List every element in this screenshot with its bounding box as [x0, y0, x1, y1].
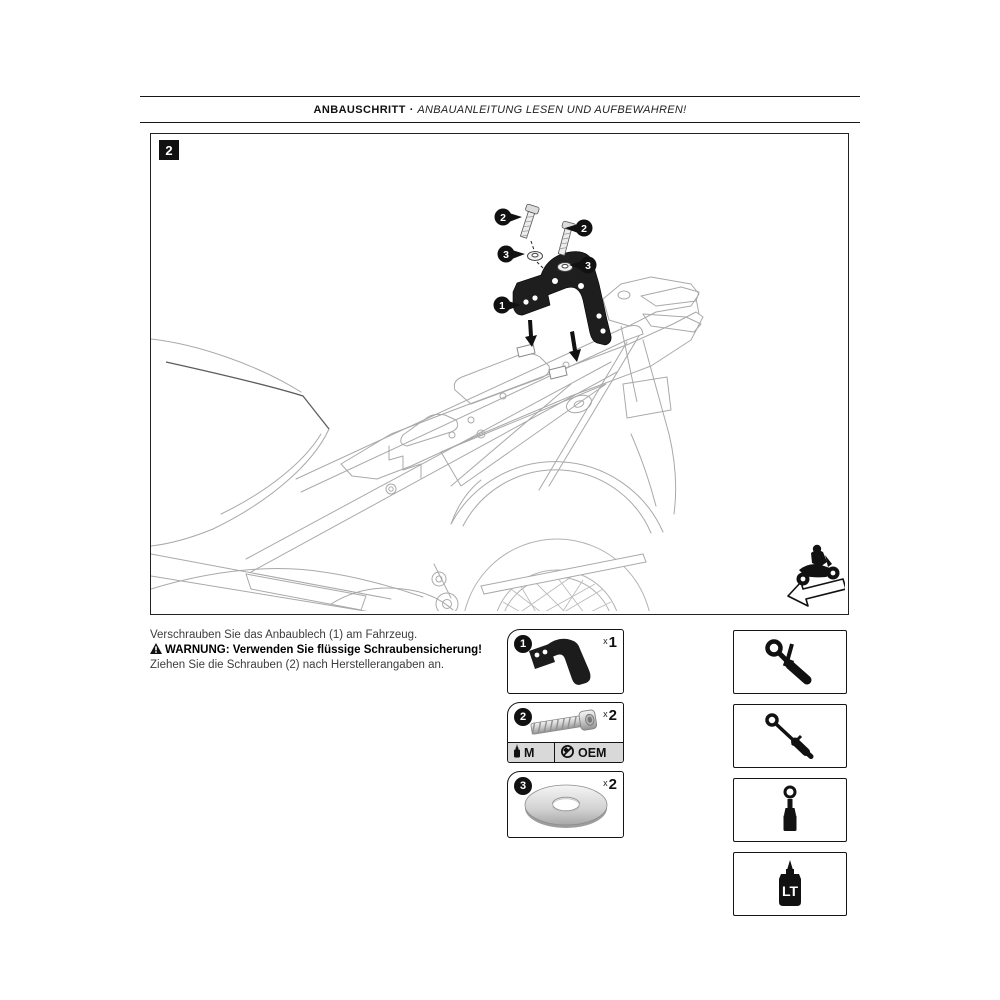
screw-spec-bar — [508, 742, 623, 762]
part-box-washer — [507, 771, 624, 838]
oem-torque-spec — [555, 743, 611, 762]
warning-text: WARNUNG: Verwenden Sie flüssige Schraubensicherung! — [165, 644, 482, 656]
threadlocker-bottle-icon — [759, 858, 821, 910]
warning-triangle-icon — [150, 643, 162, 659]
header-title: ANBAUSCHRITT — [313, 104, 406, 116]
socket-bit-icon — [759, 784, 821, 836]
instruction-line-2: Ziehen Sie die Schrauben (2) nach Herstellerangaben an. — [150, 659, 445, 671]
part-box-screw — [507, 702, 624, 763]
page-header — [140, 96, 860, 123]
svg-text:2: 2 — [500, 212, 506, 224]
instruction-text-block — [150, 628, 500, 673]
insert-arrows — [525, 320, 581, 362]
tool-box-wrench-screwdriver — [733, 630, 847, 694]
required-tools-list — [733, 630, 847, 926]
header-separator: · — [409, 104, 414, 116]
part-3-badge: 3 — [514, 777, 532, 795]
step-number-badge: 2 — [159, 140, 179, 160]
side-rail — [481, 554, 646, 594]
threadlocker-bottle-icon — [513, 744, 521, 761]
parts-list — [507, 629, 624, 846]
tool-box-threadlocker — [733, 852, 847, 916]
tool-box-socket — [733, 778, 847, 842]
step-figure-frame — [150, 133, 849, 615]
threadlocker-spec — [508, 743, 555, 762]
bodywork-edge — [166, 362, 329, 429]
tool-box-torque-wrench — [733, 704, 847, 768]
instruction-line-1: Verschrauben Sie das Anbaublech (1) am Fahrzeug. — [150, 629, 418, 641]
callout-3-left — [498, 246, 526, 263]
oem-label: OEM — [578, 745, 607, 760]
svg-text:3: 3 — [585, 260, 591, 272]
warning-line — [150, 643, 500, 659]
part-2-badge: 2 — [514, 708, 532, 726]
torque-wrench-icon — [759, 711, 821, 761]
motorcycle-diagram — [151, 134, 845, 611]
svg-text:1: 1 — [499, 300, 505, 312]
motorcycle-rider-direction-icon — [788, 545, 845, 606]
svg-text:2: 2 — [581, 223, 587, 235]
wrench-screwdriver-icon — [759, 637, 821, 687]
threadlocker-label: M — [524, 745, 535, 760]
part-2-qty: x2 — [603, 707, 617, 724]
no-oem-symbol-icon — [560, 744, 575, 762]
part-3-qty: x2 — [603, 776, 617, 793]
callout-2-left — [495, 209, 523, 226]
part-1-qty: x1 — [603, 634, 617, 651]
svg-text:3: 3 — [503, 249, 509, 261]
header-subtitle: ANBAUANLEITUNG LESEN UND AUFBEWAHREN! — [417, 104, 687, 116]
part-box-bracket — [507, 629, 624, 694]
svg-text:LT: LT — [781, 883, 799, 899]
tail-section — [603, 277, 701, 418]
part-1-badge: 1 — [514, 635, 532, 653]
